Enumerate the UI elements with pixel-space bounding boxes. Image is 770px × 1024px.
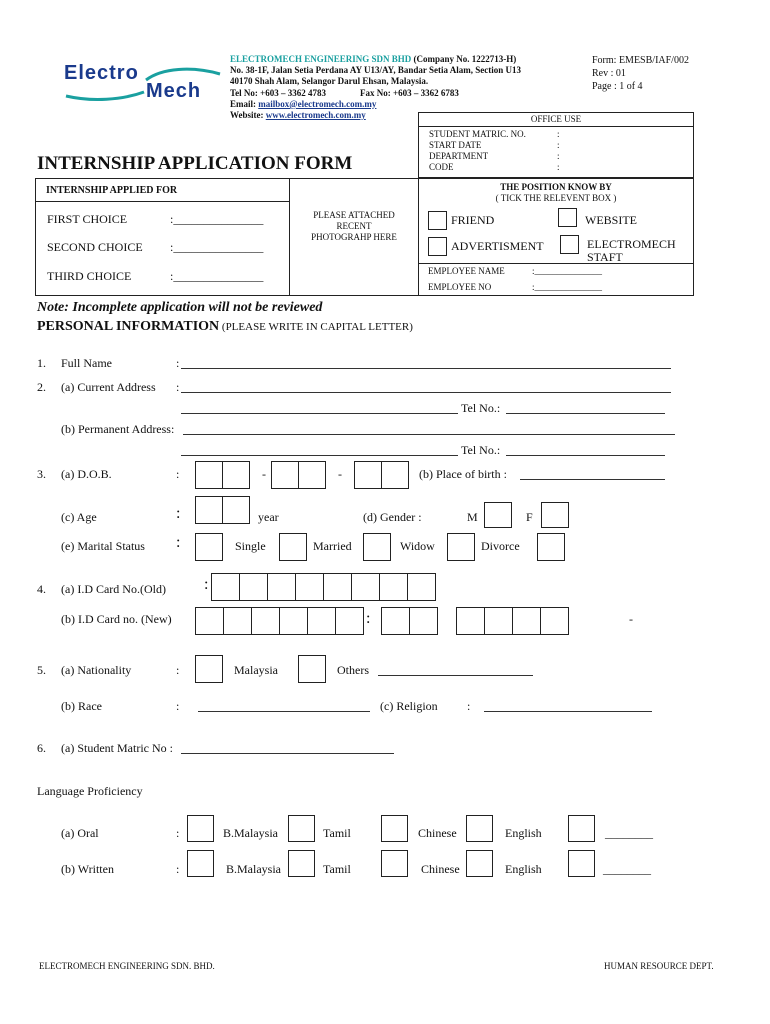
electromech-staff-checkbox[interactable]	[560, 235, 579, 254]
photo-placeholder[interactable]	[290, 210, 418, 243]
written-chinese-label: Chinese	[421, 862, 460, 876]
nationality-others-checkbox[interactable]	[298, 655, 326, 683]
marital-widow-label: Widow	[400, 539, 435, 553]
office-use-box	[418, 112, 694, 178]
marital-single-checkbox[interactable]	[195, 533, 223, 561]
second-choice-label: SECOND CHOICE	[47, 240, 143, 254]
office-colon: :	[557, 162, 560, 172]
gender-label: (d) Gender :	[363, 510, 422, 524]
gender-m-checkbox[interactable]	[484, 502, 512, 528]
permanent-address-input-2[interactable]	[181, 443, 458, 456]
age-box-1[interactable]	[195, 496, 223, 524]
office-colon: :	[557, 151, 560, 161]
written-other-input[interactable]: ________	[603, 862, 651, 876]
written-bmalaysia-label: B.Malaysia	[226, 862, 281, 876]
personal-info-title: PERSONAL INFORMATION	[37, 319, 220, 334]
form-code: Form: EMESB/IAF/002	[592, 55, 689, 66]
colon: :	[176, 699, 180, 713]
marital-status-label: (e) Marital Status	[61, 539, 145, 553]
colon: :	[176, 862, 180, 876]
colon: :	[176, 380, 180, 394]
office-colon: :	[557, 129, 560, 139]
dob-dash: -	[338, 467, 342, 481]
electromech-text: ELECTROMECH	[587, 237, 676, 251]
nationality-malaysia-checkbox[interactable]	[195, 655, 223, 683]
oral-english-checkbox[interactable]	[466, 815, 493, 842]
ic-old-label: (a) I.D Card No.(Old)	[61, 582, 166, 596]
ic-dash: -	[629, 612, 633, 626]
advertisment-checkbox[interactable]	[428, 237, 447, 256]
gender-m-label: M	[467, 510, 478, 524]
internship-header: INTERNSHIP APPLIED FOR	[46, 185, 178, 196]
logo-text-mech: Mech	[146, 80, 202, 102]
footer-company: ELECTROMECH ENGINEERING SDN. BHD.	[39, 961, 215, 971]
employee-name-label: EMPLOYEE NAME	[428, 266, 505, 276]
item-number-5: 5.	[37, 663, 46, 677]
dob-month-box-1[interactable]	[271, 461, 299, 489]
colon: :	[176, 663, 180, 677]
oral-other-checkbox[interactable]	[568, 815, 595, 842]
company-reg: (Company No. 1222713-H)	[411, 54, 517, 64]
photo-text-3: PHOTOGRAHP HERE	[311, 232, 397, 242]
year-label: year	[258, 510, 279, 524]
written-chinese-checkbox[interactable]	[381, 850, 408, 877]
office-use-title: OFFICE USE	[530, 114, 582, 124]
form-rev: Rev : 01	[592, 68, 626, 79]
logo-text-electro: Electro	[64, 62, 139, 84]
item-number-2: 2.	[37, 380, 46, 394]
religion-label: (c) Religion	[380, 699, 438, 713]
race-input[interactable]	[198, 699, 370, 712]
form-info	[592, 54, 689, 93]
written-bmalaysia-checkbox[interactable]	[187, 850, 214, 877]
student-matric-label: (a) Student Matric No :	[61, 741, 173, 755]
student-matric-input[interactable]	[181, 741, 394, 754]
company-address-1: No. 38-1F, Jalan Setia Perdana AY U13/AY, Bandar Setia Alam, Section U13	[230, 65, 521, 76]
marital-divorce-label: Divorce	[481, 539, 520, 553]
oral-other-input[interactable]: ________	[605, 826, 653, 840]
company-fax: Fax No: +603 – 3362 6783	[360, 87, 459, 98]
item-number-3: 3.	[37, 467, 46, 481]
nationality-label: (a) Nationality	[61, 663, 132, 677]
permanent-tel-label: Tel No.:	[461, 443, 501, 457]
ic-new-label: (b) I.D Card no. (New)	[61, 612, 172, 626]
electromech-staff-label	[587, 238, 676, 264]
language-proficiency-title: Language Proficiency	[37, 784, 143, 798]
office-field-matric: STUDENT MATRIC. NO.	[429, 129, 526, 139]
oral-tamil-checkbox[interactable]	[288, 815, 315, 842]
office-field-code: CODE	[429, 162, 454, 172]
marital-widow-checkbox[interactable]	[363, 533, 391, 561]
nationality-malaysia-label: Malaysia	[234, 663, 278, 677]
position-title: THE POSITION KNOW BY	[500, 182, 612, 192]
colon: :	[176, 826, 180, 840]
permanent-address-label: (b) Permanent Address:	[61, 422, 175, 436]
office-field-department: DEPARTMENT	[429, 151, 489, 161]
marital-married-checkbox[interactable]	[279, 533, 307, 561]
colon: :	[366, 610, 371, 627]
permanent-tel-input[interactable]	[506, 443, 665, 456]
form-page: Page : 1 of 4	[592, 81, 643, 92]
oral-bmalaysia-checkbox[interactable]	[187, 815, 214, 842]
written-tamil-checkbox[interactable]	[288, 850, 315, 877]
current-address-input-1[interactable]	[181, 380, 671, 393]
employee-no-input[interactable]: :_______________	[532, 282, 603, 292]
friend-checkbox[interactable]	[428, 211, 447, 230]
oral-chinese-label: Chinese	[418, 826, 457, 840]
nationality-others-label: Others	[337, 663, 369, 677]
position-subtitle: ( TICK THE RELEVENT BOX )	[495, 193, 617, 203]
current-tel-label: Tel No.:	[461, 401, 501, 415]
marital-other-checkbox[interactable]	[537, 533, 565, 561]
oral-chinese-checkbox[interactable]	[381, 815, 408, 842]
third-choice-label: THIRD CHOICE	[47, 269, 132, 283]
website-link[interactable]: www.electromech.com.my	[265, 110, 366, 121]
item-number-6: 6.	[37, 741, 46, 755]
nationality-others-input[interactable]	[378, 663, 533, 676]
colon: :	[176, 467, 180, 481]
item-number-4: 4.	[37, 582, 46, 596]
office-field-start-date: START DATE	[429, 140, 482, 150]
written-english-label: English	[505, 862, 542, 876]
company-name-part1: ELECTRO	[230, 54, 275, 64]
email-link[interactable]: mailbox@electromech.com.my	[258, 98, 377, 109]
note-text: Note: Incomplete application will not be reviewed	[37, 300, 323, 315]
company-tel: Tel No: +603 – 3362 4783	[230, 87, 327, 98]
colon: :	[176, 356, 180, 370]
photo-text-2: RECENT	[336, 221, 372, 231]
first-choice-label: FIRST CHOICE	[47, 212, 128, 226]
advertisment-label: ADVERTISMENT	[451, 239, 544, 253]
oral-english-label: English	[505, 826, 542, 840]
full-name-input[interactable]	[181, 356, 671, 369]
item-number-1: 1.	[37, 356, 46, 370]
company-address-2: 40170 Shah Alam, Selangor Darul Ehsan, Malaysia.	[230, 76, 429, 87]
employee-name-input[interactable]: :_______________	[532, 266, 603, 276]
first-choice-input[interactable]: :_______________	[170, 212, 264, 226]
friend-label: FRIEND	[451, 213, 495, 227]
written-label: (b) Written	[61, 862, 114, 876]
dob-day-box-2[interactable]	[222, 461, 250, 489]
dob-dash: -	[262, 467, 266, 481]
written-tamil-label: Tamil	[323, 862, 351, 876]
footer-department: HUMAN RESOURCE DEPT.	[604, 961, 714, 971]
dob-day-box-1[interactable]	[195, 461, 223, 489]
gender-f-checkbox[interactable]	[541, 502, 569, 528]
photo-text-1: PLEASE ATTACHED	[313, 210, 395, 220]
company-name-part2: MECH ENGINEERING SDN BHD	[274, 54, 412, 64]
dob-year-box-2[interactable]	[381, 461, 409, 489]
third-choice-input[interactable]: :_______________	[170, 269, 264, 283]
staft-text: STAFT	[587, 250, 623, 264]
marital-married-label: Married	[313, 539, 352, 553]
age-label: (c) Age	[61, 510, 97, 524]
email-label: Email:	[230, 98, 259, 109]
dob-label: (a) D.O.B.	[61, 467, 112, 481]
written-english-checkbox[interactable]	[466, 850, 493, 877]
permanent-address-input-1[interactable]	[183, 422, 675, 435]
colon: :	[176, 534, 181, 551]
colon: :	[204, 576, 209, 593]
current-address-label: (a) Current Address	[61, 380, 156, 394]
website-label: Website:	[230, 110, 266, 121]
personal-info-heading	[37, 317, 413, 335]
office-colon: :	[557, 140, 560, 150]
dob-month-box-2[interactable]	[298, 461, 326, 489]
dob-year-box-1[interactable]	[354, 461, 382, 489]
age-box-2[interactable]	[222, 496, 250, 524]
current-tel-input[interactable]	[506, 401, 665, 414]
website-label: WEBSITE	[585, 213, 637, 227]
personal-info-subtitle: (PLEASE WRITE IN CAPITAL LETTER)	[219, 321, 413, 333]
religion-input[interactable]	[484, 699, 652, 712]
marital-single-label: Single	[235, 539, 266, 553]
logo-swoosh-icon	[62, 58, 222, 106]
colon: :	[467, 699, 471, 713]
website-checkbox[interactable]	[558, 208, 577, 227]
oral-label: (a) Oral	[61, 826, 99, 840]
written-other-checkbox[interactable]	[568, 850, 595, 877]
gender-f-label: F	[526, 510, 533, 524]
second-choice-input[interactable]: :_______________	[170, 240, 264, 254]
place-of-birth-label: (b) Place of birth :	[419, 467, 507, 481]
current-address-input-2[interactable]	[181, 401, 458, 414]
race-label: (b) Race	[61, 699, 102, 713]
employee-no-label: EMPLOYEE NO	[428, 282, 492, 292]
page-title: INTERNSHIP APPLICATION FORM	[37, 153, 353, 174]
full-name-label: Full Name	[61, 356, 112, 370]
place-of-birth-input[interactable]	[520, 467, 665, 480]
company-logo	[62, 58, 222, 106]
oral-bmalaysia-label: B.Malaysia	[223, 826, 278, 840]
marital-divorce-checkbox[interactable]	[447, 533, 475, 561]
oral-tamil-label: Tamil	[323, 826, 351, 840]
colon: :	[176, 505, 181, 522]
